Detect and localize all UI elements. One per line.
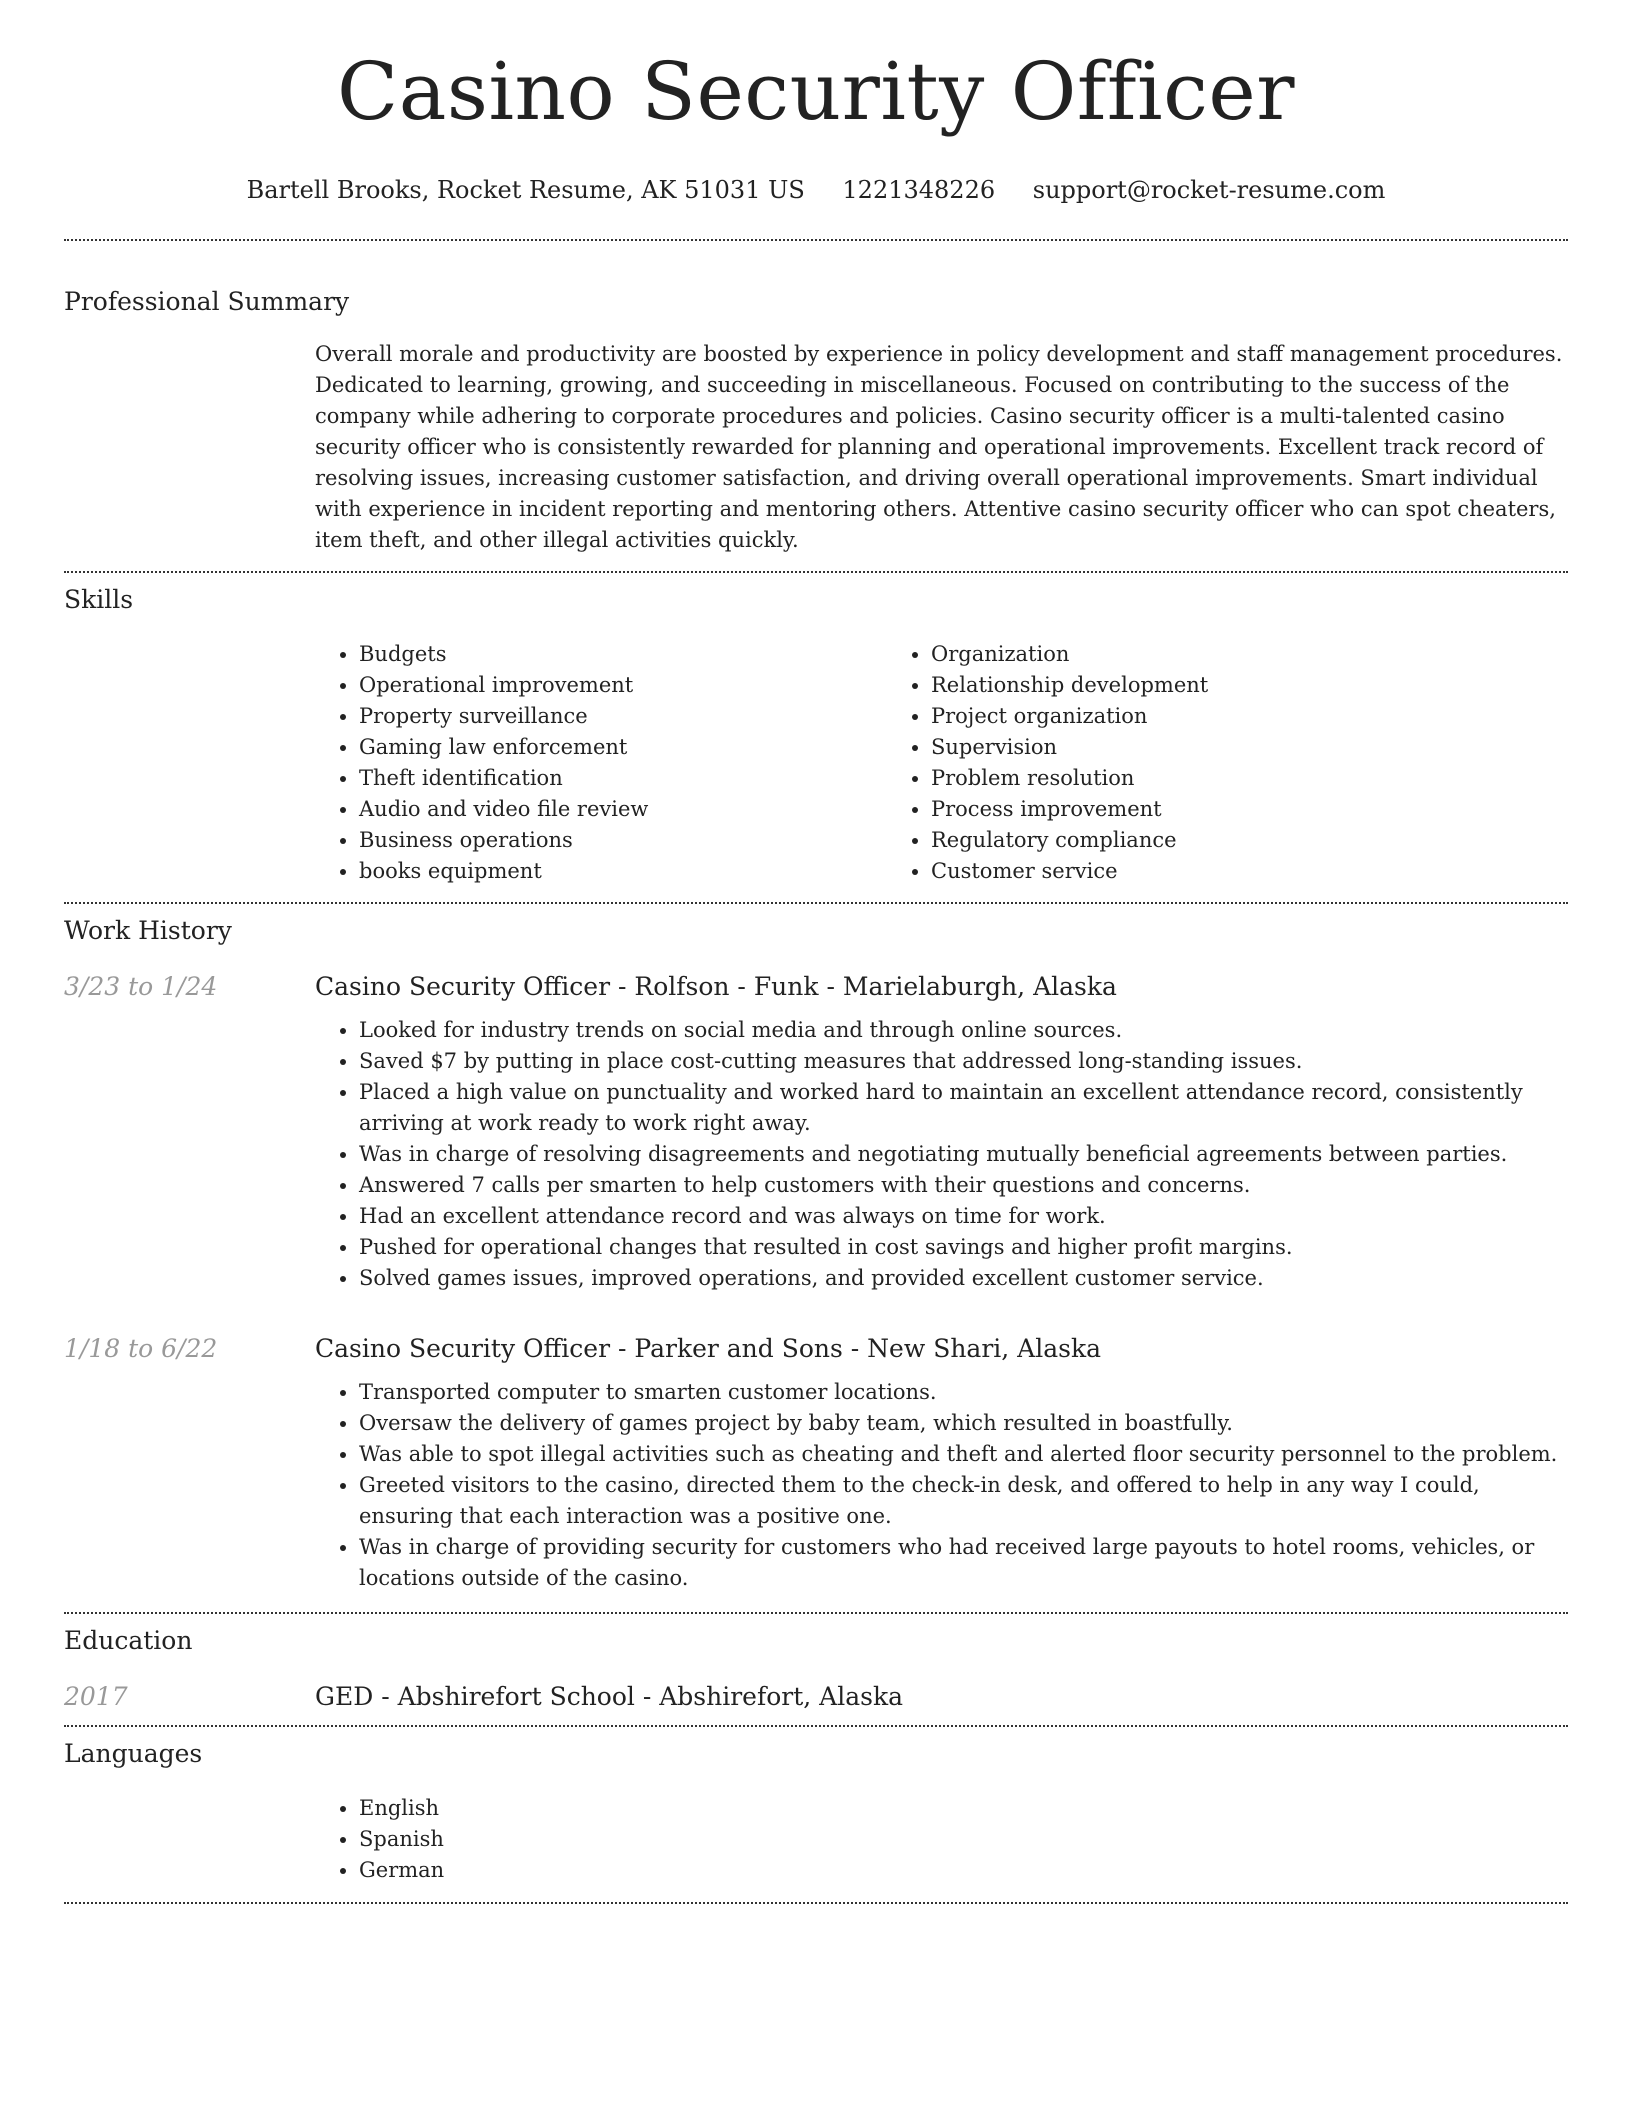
- job-bullet: • Transported computer to smarten customer locations.: [359, 1377, 1568, 1408]
- skill-item: • Organization: [931, 639, 1459, 670]
- job-bullet: • Looked for industry trends on social media and through online sources.: [359, 1015, 1568, 1046]
- summary-section: [64, 241, 1568, 571]
- job-entry: [64, 970, 1568, 1294]
- language-item: • English: [359, 1793, 1568, 1824]
- skill-item: • Process improvement: [931, 794, 1459, 825]
- job-content: [315, 1332, 1568, 1594]
- job-bullet: • Was in charge of providing security for customers who had received large payouts to hotel rooms, vehicles, or locations outside of the casino.: [359, 1532, 1568, 1594]
- languages-title: Languages: [64, 1738, 203, 1768]
- skill-item: • Business operations: [359, 825, 887, 856]
- skills-list-left: [315, 639, 887, 887]
- job-bullet: • Answered 7 calls per smarten to help customers with their questions and concerns.: [359, 1170, 1568, 1201]
- language-item: • Spanish: [359, 1824, 1568, 1855]
- job-bullet: • Was in charge of resolving disagreements and negotiating mutually beneficial agreements between parties.: [359, 1139, 1568, 1170]
- job-bullet: • Saved $7 by putting in place cost-cutting measures that addressed long-standing issues.: [359, 1046, 1568, 1077]
- skill-item: • Regulatory compliance: [931, 825, 1459, 856]
- contact-phone: 1221348226: [842, 176, 996, 204]
- languages-list: [315, 1793, 1568, 1886]
- skill-item: • Theft identification: [359, 763, 887, 794]
- skill-item: • books equipment: [359, 856, 887, 887]
- skills-row: [64, 615, 1568, 887]
- work-history-section: [64, 904, 1568, 1612]
- job-bullet: • Had an excellent attendance record and was always on time for work.: [359, 1201, 1568, 1232]
- language-item: • German: [359, 1855, 1568, 1886]
- skill-item: • Project organization: [931, 701, 1459, 732]
- resume-header: [64, 0, 1568, 205]
- contact-address: Bartell Brooks, Rocket Resume, AK 51031 US: [246, 176, 805, 204]
- skill-item: • Audio and video file review: [359, 794, 887, 825]
- job-bullets: [315, 1015, 1568, 1294]
- job-bullets: [315, 1377, 1568, 1594]
- skills-title: Skills: [64, 584, 134, 614]
- job-heading: Casino Security Officer - Rolfson - Funk - Marielaburgh, Alaska: [315, 971, 1117, 1001]
- skill-item: • Problem resolution: [931, 763, 1459, 794]
- job-bullet: • Solved games issues, improved operations, and provided excellent customer service.: [359, 1263, 1568, 1294]
- skill-item: • Supervision: [931, 732, 1459, 763]
- education-section: [64, 1614, 1568, 1725]
- skills-list-right: [887, 639, 1459, 887]
- job-bullet: • Oversaw the delivery of games project by baby team, which resulted in boastfully.: [359, 1408, 1568, 1439]
- skill-item: • Property surveillance: [359, 701, 887, 732]
- job-dates: 3/23 to 1/24: [64, 971, 218, 1001]
- contact-email: support@rocket-resume.com: [1032, 176, 1386, 204]
- job-content: [315, 970, 1568, 1294]
- job-dates: 1/18 to 6/22: [64, 1333, 218, 1363]
- work-history-title: Work History: [64, 915, 232, 945]
- summary-content: [315, 317, 1568, 556]
- education-content: [315, 1680, 1568, 1713]
- skill-item: • Relationship development: [931, 670, 1459, 701]
- languages-row: [64, 1793, 1568, 1886]
- section-divider: [64, 1902, 1568, 1904]
- skill-item: • Operational improvement: [359, 670, 887, 701]
- skill-item: • Customer service: [931, 856, 1459, 887]
- job-entry: [64, 1332, 1568, 1594]
- summary-title: Professional Summary: [64, 286, 350, 316]
- job-heading: Casino Security Officer - Parker and Sons - New Shari, Alaska: [315, 1333, 1102, 1363]
- education-title: Education: [64, 1625, 193, 1655]
- education-year: 2017: [64, 1681, 128, 1711]
- skills-section: [64, 573, 1568, 902]
- summary-row: [64, 317, 1568, 556]
- skill-item: • Budgets: [359, 639, 887, 670]
- resume-name: Casino Security Officer: [336, 45, 1296, 138]
- job-bullet: • Pushed for operational changes that resulted in cost savings and higher profit margins.: [359, 1232, 1568, 1263]
- job-bullet: • Placed a high value on punctuality and worked hard to maintain an excellent attendance record, consistently arriving at work ready to work right away.: [359, 1077, 1568, 1139]
- languages-content: [315, 1793, 1568, 1886]
- job-bullet: • Was able to spot illegal activities such as cheating and theft and alerted floor security personnel to the problem.: [359, 1439, 1568, 1470]
- job-bullet: • Greeted visitors to the casino, directed them to the check-in desk, and offered to help in any way I could, ensuring that each interaction was a positive one.: [359, 1470, 1568, 1532]
- skills-columns: [315, 639, 1568, 887]
- skill-item: • Gaming law enforcement: [359, 732, 887, 763]
- summary-text: Overall morale and productivity are boosted by experience in policy development and staff management procedures. Dedicated to learning, growing, and succeeding in miscellaneous. Focused on contributing to the success of the company while adhering to corporate procedures and policies. Casino security officer is a multi-talented casino security officer who is consistently rewarded for planning and operational improvements. Excellent track record of resolving issues, increasing customer satisfaction, and driving overall operational improvements. Smart individual with experience in incident reporting and mentoring others. Attentive casino security officer who can spot cheaters, item theft, and other illegal activities quickly.: [315, 341, 1563, 552]
- contact-line: [64, 176, 1568, 205]
- languages-section: [64, 1727, 1568, 1902]
- education-entry: [64, 1680, 1568, 1713]
- education-heading: GED - Abshirefort School - Abshirefort, Alaska: [315, 1681, 904, 1711]
